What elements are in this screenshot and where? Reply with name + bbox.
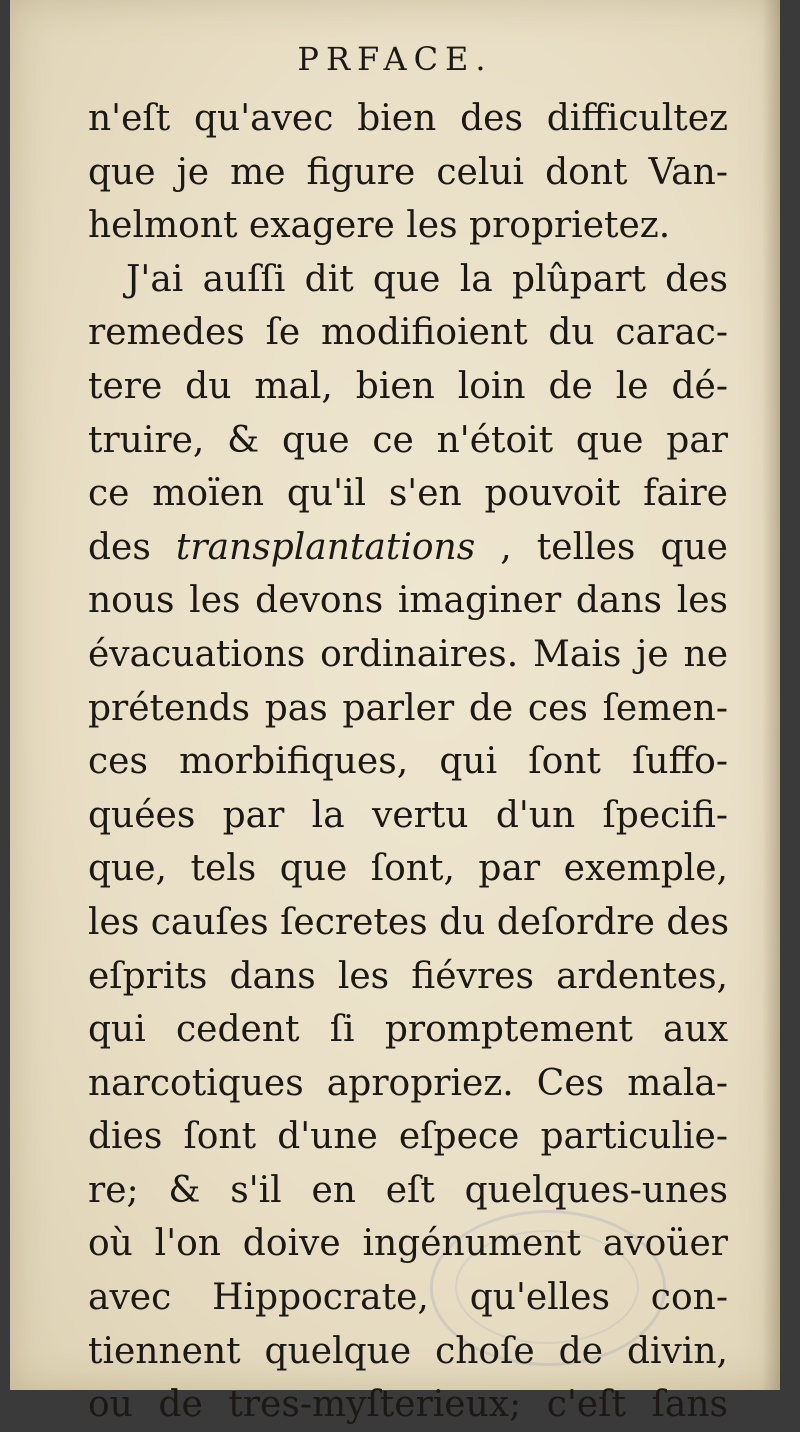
text-line: prétends pas parler de ces ſemen- — [88, 687, 728, 729]
text-line: re; & s'il en eſt quelques-unes — [88, 1169, 728, 1211]
text-line: évacuations ordinaires. Mais je ne — [88, 633, 728, 675]
text-line: helmont exagere les proprietez. — [88, 205, 671, 247]
text-line: ces morbifiques, qui ſont ſuffo- — [88, 741, 728, 783]
italic-word: transplantations — [175, 526, 476, 568]
text-line: avec Hippocrate, qu'elles con- — [88, 1277, 728, 1319]
text-line: tere du mal, bien loin de le dé- — [88, 365, 728, 407]
text-line: qui cedent ſi promptement aux — [88, 1009, 728, 1051]
text-line: ce moïen qu'il s'en pouvoit faire — [88, 473, 728, 515]
text-line: n'eſt qu'avec bien des difficultez — [88, 98, 728, 139]
body-text — [88, 92, 728, 1432]
text-line: dies ſont d'une eſpece particulie- — [88, 1116, 728, 1158]
text-line: les cauſes ſecretes du deſordre des — [88, 901, 730, 943]
text-line: nous les devons imaginer dans les — [88, 580, 728, 622]
text-line: quées par la vertu d'un ſpecifi- — [88, 794, 728, 836]
text-line: que, tels que ſont, par exemple, — [88, 848, 728, 890]
text-line: que je me figure celui dont Van- — [88, 151, 728, 193]
text-line: tiennent quelque choſe de divin, — [88, 1330, 728, 1372]
text-line: J'ai auſſi dit que la plûpart des — [126, 258, 728, 300]
book-page — [10, 0, 780, 1426]
text-line: remedes ſe modifioient du carac- — [88, 312, 728, 354]
text-line: narcotiques apropriez. Ces mala- — [88, 1062, 728, 1104]
text-line: où l'on doive ingénument avoüer — [88, 1223, 728, 1265]
text-line: ou de tres-myſterieux; c'eſt ſans — [88, 1384, 728, 1426]
text-line: truire, & que ce n'étoit que par — [88, 419, 728, 461]
text-line — [88, 521, 728, 575]
text-segment: des — [88, 526, 151, 568]
text-segment: , telles que — [500, 526, 728, 568]
text-line: eſprits dans les fiévres ardentes, — [88, 955, 728, 997]
running-header: PRFACE. — [297, 40, 493, 78]
page-edge-shadow — [762, 0, 780, 1390]
